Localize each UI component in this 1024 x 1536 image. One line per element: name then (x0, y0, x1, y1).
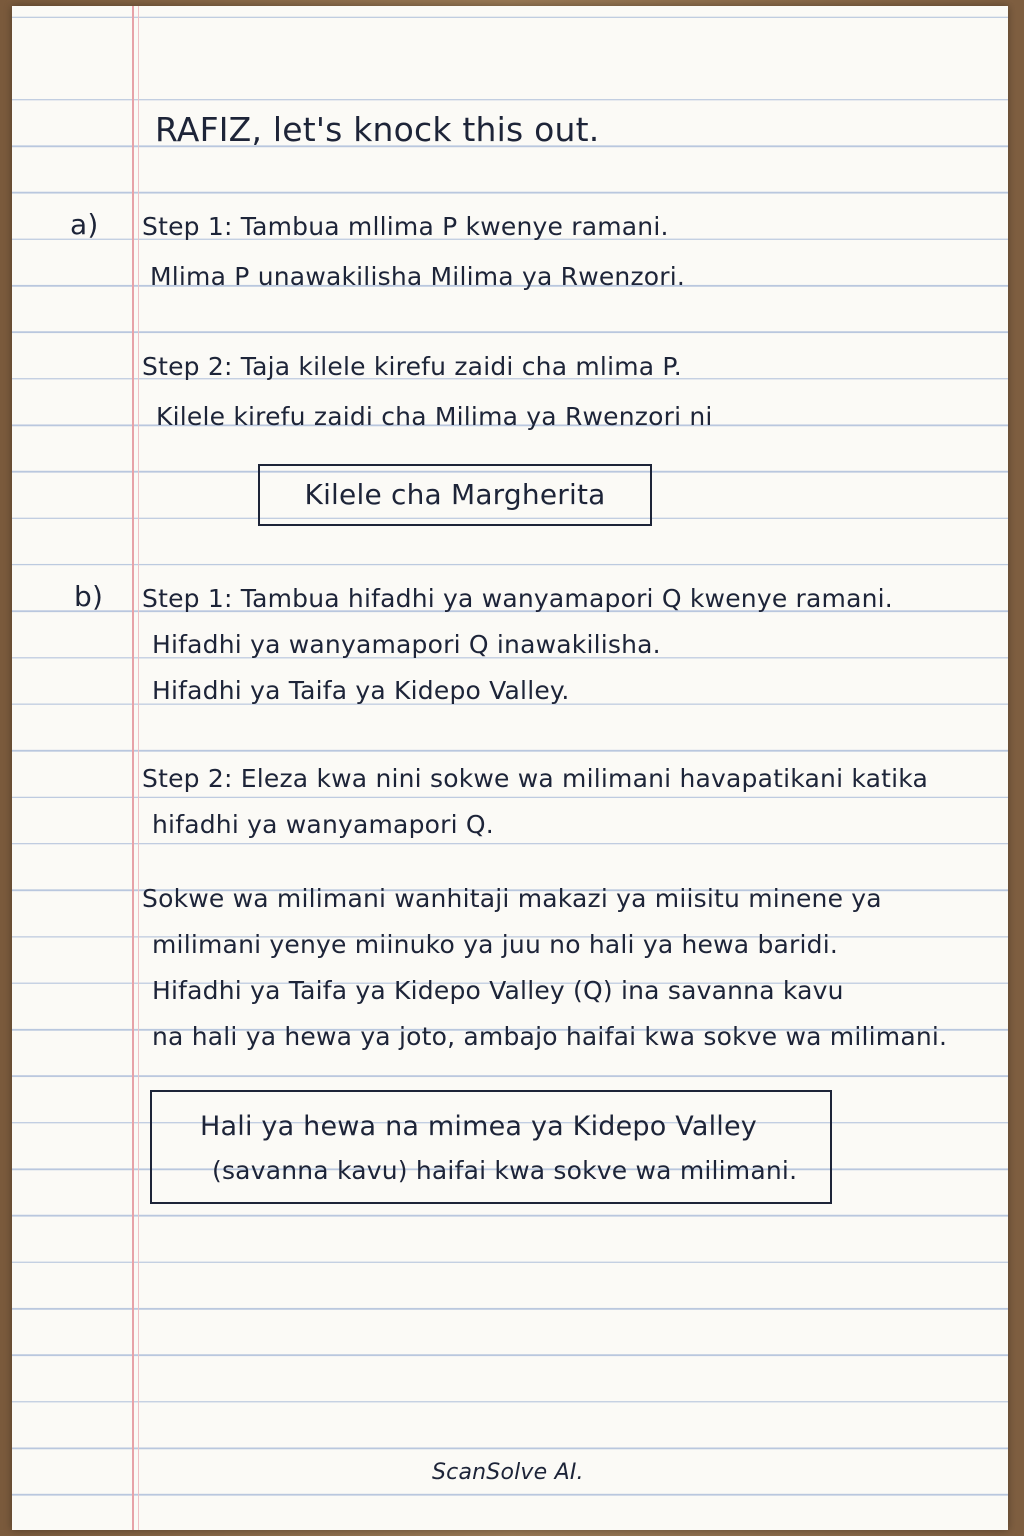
part-b-step1-heading: Step 1: Tambua hifadhi ya wanyamapori Q kwenye ramani. (142, 584, 893, 613)
margin-line (132, 6, 134, 1530)
part-b-answer-line-1: Hali ya hewa na mimea ya Kidepo Valley (200, 1111, 757, 1142)
part-a-step2-text: Kilele kirefu zaidi cha Milima ya Rwenzori ni (156, 402, 713, 431)
part-b-step2-heading-line-2: hifadhi ya wanyamapori Q. (152, 810, 494, 839)
part-b-explanation-line-4: na hali ya hewa ya joto, ambajo haifai kwa sokve wa milimani. (152, 1022, 948, 1051)
part-b-explanation-line-2: milimani yenye miinuko ya juu no hali ya hewa baridi. (152, 930, 839, 959)
part-b-step1-line-2: Hifadhi ya Taifa ya Kidepo Valley. (152, 676, 570, 705)
part-b-explanation-line-1: Sokwe wa milimani wanhitaji makazi ya miisitu minene ya (142, 884, 882, 913)
page-title: RAFIZ, let's knock this out. (155, 110, 600, 149)
notebook-page (12, 6, 1008, 1530)
footer-signature: ScanSolve AI. (432, 1460, 584, 1485)
part-a-answer: Kilele cha Margherita (304, 478, 606, 511)
part-b-explanation-line-3: Hifadhi ya Taifa ya Kidepo Valley (Q) ina savanna kavu (152, 976, 844, 1005)
part-b-answer-box (150, 1090, 832, 1204)
part-a-step1-text: Mlima P unawakilisha Milima ya Rwenzori. (150, 262, 686, 291)
part-b-answer-line-2: (savanna kavu) haifai kwa sokve wa milimani. (212, 1156, 798, 1185)
part-a-step1-heading: Step 1: Tambua mllima P kwenye ramani. (142, 212, 669, 241)
part-b-step2-heading-line-1: Step 2: Eleza kwa nini sokwe wa milimani havapatikani katika (142, 764, 929, 793)
part-b-label: b) (74, 580, 104, 613)
part-b-step1-line-1: Hifadhi ya wanyamapori Q inawakilisha. (152, 630, 661, 659)
part-a-step2-heading: Step 2: Taja kilele kirefu zaidi cha mlima P. (142, 352, 682, 381)
part-a-answer-box (258, 464, 652, 526)
part-a-label: a) (70, 208, 99, 241)
margin-line-secondary (138, 6, 139, 1530)
